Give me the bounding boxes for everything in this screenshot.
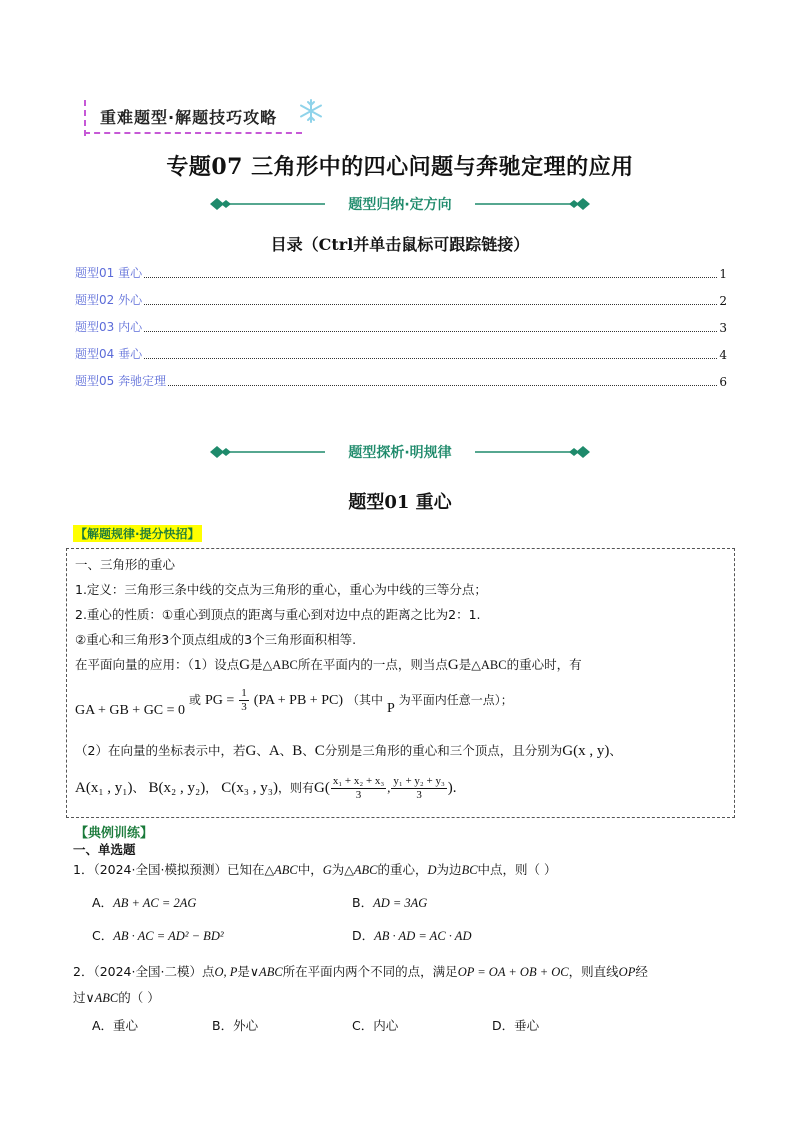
text: 为边	[436, 862, 462, 877]
q1-option-d[interactable]	[352, 926, 471, 944]
math: ∨ABC	[85, 991, 119, 1005]
formula-sum-zero: GA + GB + GC = 0	[75, 703, 186, 718]
toc-title: 目录（Ctrl并单击鼠标可跟踪链接）	[270, 235, 530, 254]
box-line	[75, 655, 582, 674]
text: 、	[256, 743, 269, 758]
text: ，则直线	[568, 964, 619, 979]
toc-item-page: 4	[719, 348, 727, 362]
rules-tag: 【解题规律·提分快招】	[75, 527, 200, 541]
math: A	[268, 743, 280, 759]
toc-item-page: 1	[719, 267, 727, 281]
banner-analysis-text: 题型探析·明规律	[348, 445, 452, 461]
toc-item-label[interactable]: 题型03 内心	[75, 320, 143, 334]
toc-item-page: 3	[719, 321, 727, 335]
numerator: y₁ + y₂ + y₃	[393, 775, 445, 787]
toc-leader	[168, 385, 717, 386]
q1-option-a[interactable]	[92, 893, 196, 911]
text: 经	[635, 964, 648, 979]
math: P	[386, 701, 395, 716]
text: （2）在向量的坐标表示中，若	[75, 743, 246, 758]
brand-label: 重难题型·解题技巧攻略	[100, 108, 278, 127]
math: O, P	[214, 965, 238, 979]
box-coord-line: A(x₁ , y₁)、 B(x₂ , y₂)， C(x₃ , y₃)，则有G( $\frac{\text{x₁ + x₂ + x₃}}{3}$ , $\frac{\text{y₁ + y₂ + y₃}}{3}$ ).	[75, 775, 457, 801]
math: ).	[447, 780, 457, 796]
math: A(x₁ , y₁)	[75, 780, 133, 796]
denominator: 3	[416, 789, 422, 801]
box-line	[75, 741, 622, 760]
math: C	[314, 743, 325, 759]
text: 所在平面内两个不同的点，满足	[282, 964, 458, 979]
math: △ABC	[264, 863, 298, 877]
q1-option-c[interactable]	[92, 926, 224, 944]
text: 或	[189, 693, 202, 707]
option-letter: C．	[92, 928, 114, 943]
math: OP = OA + OB + OC	[457, 965, 569, 979]
toc-item-label[interactable]: 题型05 奔驰定理	[75, 374, 167, 388]
math: G	[245, 743, 257, 759]
text: 中点，则（ ）	[477, 862, 557, 877]
document-title: 专题07 三角形中的四心问题与奔驰定理的应用	[166, 154, 634, 180]
box-line: 2.重心的性质：①重心到顶点的距离与重心到对边中点的距离之比为2：1.	[75, 607, 481, 622]
math: G(x , y)	[562, 743, 610, 759]
text: 、	[132, 781, 145, 795]
math: ABC	[480, 658, 507, 672]
text: 的重心，	[377, 862, 428, 877]
option-expression: AB · AC = AD² − BD²	[113, 929, 224, 943]
q1-option-b[interactable]	[352, 893, 427, 911]
denominator: 3	[241, 701, 247, 713]
examples-tag: 【典例训练】	[75, 826, 154, 841]
fraction-x	[331, 775, 386, 802]
subsection-single-choice: 一、单选题	[73, 842, 136, 857]
toc-item-page: 2	[719, 294, 727, 308]
option-expression: AD = 3AG	[373, 896, 428, 910]
text: 为	[331, 862, 345, 877]
formula-pg: PG =	[205, 693, 235, 708]
box-line: ②重心和三角形3个顶点组成的3个三角形面积相等.	[75, 632, 357, 647]
numerator: x₁ + x₂ + x₃	[332, 775, 385, 787]
math: △ABC	[344, 863, 378, 877]
toc-leader	[144, 331, 717, 332]
section-title: 题型01 重心	[348, 492, 452, 513]
text: 1．（2024·全国·模拟预测）已知在	[73, 862, 265, 877]
toc-leader	[144, 358, 717, 359]
math: D	[427, 863, 437, 877]
math: G(	[314, 780, 330, 796]
math: ABC	[272, 658, 298, 672]
text: 在平面向量的应用：（1）设点	[75, 657, 240, 672]
text: （其中	[346, 693, 383, 707]
toc-item-label[interactable]: 题型02 外心	[75, 293, 143, 307]
question-1-stem	[73, 860, 557, 878]
text: 2．（2024·全国·二模）点	[73, 964, 215, 979]
toc-item[interactable]	[75, 291, 727, 308]
option-expression: AB + AC = 2AG	[113, 896, 197, 910]
math: BC	[461, 863, 478, 877]
option-letter: D．	[352, 928, 375, 943]
text: 、	[302, 743, 315, 758]
math: G	[239, 657, 251, 673]
toc-item-label[interactable]: 题型01 重心	[75, 266, 143, 280]
q2-option-b[interactable]: B．外心	[212, 1018, 259, 1033]
option-expression: AB · AD = AC · AD	[374, 929, 472, 943]
fraction-y	[391, 775, 446, 802]
denominator: 3	[355, 789, 362, 801]
math: G	[447, 657, 459, 673]
toc-item[interactable]	[75, 372, 727, 389]
snowflake-icon	[298, 98, 324, 128]
text: ，	[205, 781, 218, 795]
text: 所在平面内的一点，则当点	[297, 657, 448, 672]
text: ，则有	[277, 781, 314, 795]
brand-underline	[84, 132, 302, 134]
text: 的重心时，有	[506, 657, 582, 672]
banner-summary	[205, 192, 595, 216]
toc-item[interactable]	[75, 318, 727, 335]
q2-option-c[interactable]: C．内心	[352, 1018, 399, 1033]
text: 为平面内任意一点）；	[398, 693, 513, 707]
toc-leader	[144, 277, 717, 278]
text: 的（ ）	[118, 990, 160, 1005]
math: OP	[618, 965, 636, 979]
text: 过	[73, 990, 86, 1005]
rules-box	[66, 548, 735, 818]
brand-vertical-line	[84, 100, 86, 136]
fraction-one-third	[239, 687, 249, 714]
q2-option-d[interactable]: D．垂心	[492, 1018, 540, 1033]
toc-item-page: 6	[719, 375, 727, 389]
option-letter: A．	[92, 895, 114, 910]
numerator: 1	[241, 687, 247, 699]
toc-item[interactable]	[75, 345, 727, 362]
math: B	[292, 743, 303, 759]
math: G	[322, 863, 332, 877]
text: 、	[279, 743, 293, 758]
banner-summary-text: 题型归纳·定方向	[348, 197, 452, 213]
text: 、	[609, 743, 622, 758]
text: 分别是三角形的重心和三个顶点，且分别为	[324, 743, 563, 758]
math: ∨ABC	[249, 965, 283, 979]
text: 是	[237, 964, 250, 979]
question-2-stem-cont	[73, 988, 160, 1006]
option-letter: B．	[352, 895, 374, 910]
toc-item-label[interactable]: 题型04 垂心	[75, 347, 143, 361]
math: C(x₃ , y₃)	[221, 780, 278, 796]
math: B(x₂ , y₂)	[148, 780, 206, 796]
box-line: 一、三角形的重心	[75, 557, 176, 572]
text: 中，	[297, 862, 323, 877]
toc-leader	[144, 304, 717, 305]
question-2-stem	[73, 962, 648, 980]
box-formula-line	[75, 687, 513, 719]
banner-analysis	[205, 440, 595, 464]
q2-option-a[interactable]: A．重心	[92, 1018, 139, 1033]
box-line: 1.定义：三角形三条中线的交点为三角形的重心，重心为中线的三等分点；	[75, 582, 487, 597]
text: 是△	[250, 657, 273, 672]
toc-item[interactable]	[75, 264, 727, 281]
text: 是△	[458, 657, 481, 672]
formula-pa-pb-pc: (PA + PB + PC)	[253, 693, 343, 708]
